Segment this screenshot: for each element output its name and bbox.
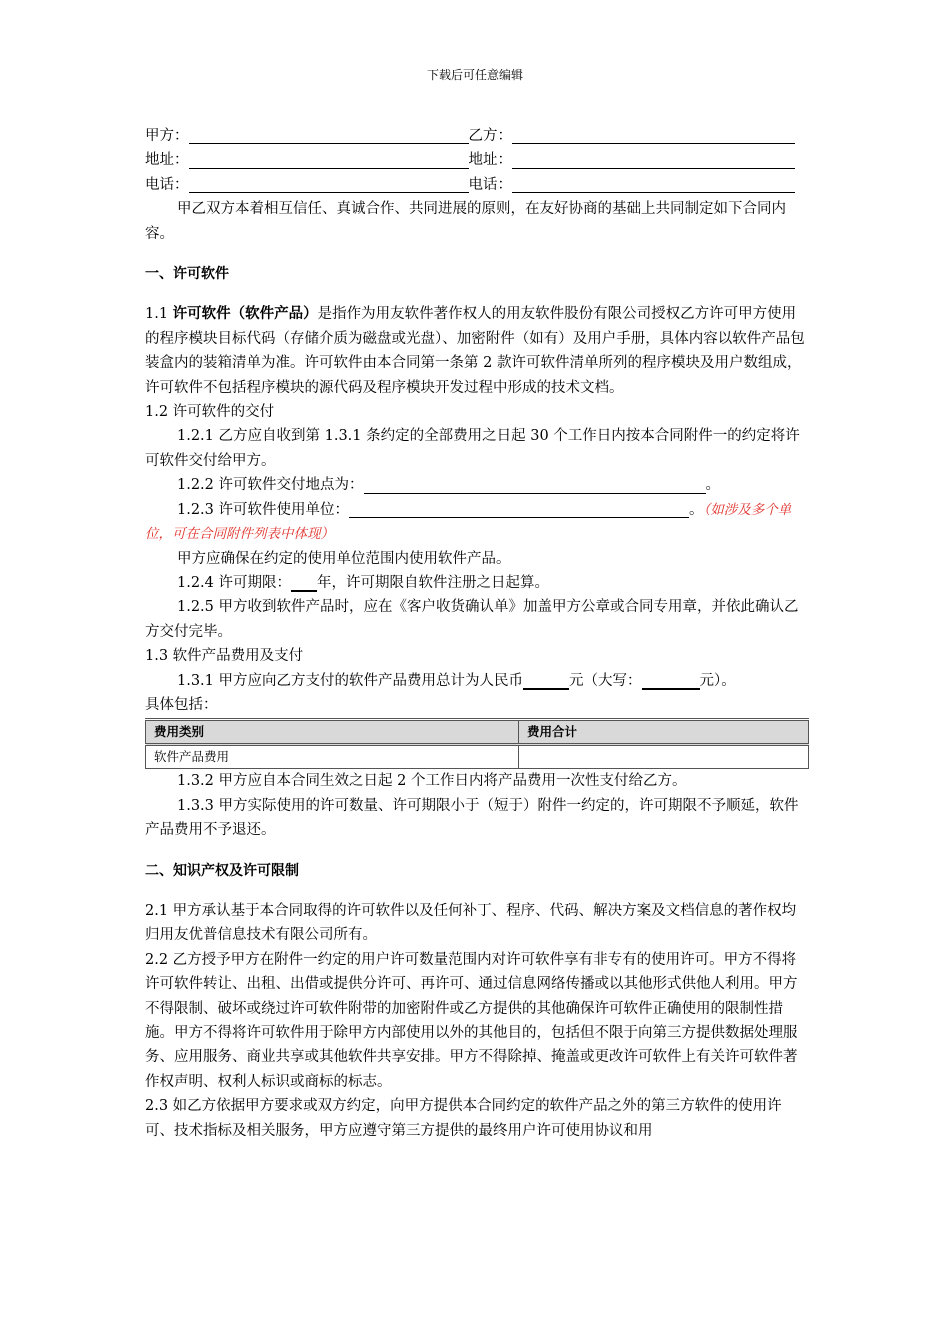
fee-table-cell-category: 软件产品费用 bbox=[146, 745, 519, 769]
clause-1-2-3 bbox=[145, 498, 810, 547]
clause-1-2-4 bbox=[145, 571, 810, 595]
party-a-phone-field[interactable] bbox=[189, 175, 469, 193]
delivery-location-field[interactable] bbox=[364, 476, 706, 494]
party-a-label: 甲方： bbox=[145, 128, 189, 144]
clause-1-2-5: 1.2.5 甲方收到软件产品时，应在《客户收货确认单》加盖甲方公章或合同专用章，并依此确认乙方交付完毕。 bbox=[145, 599, 799, 640]
party-a-phone-label: 电话： bbox=[145, 176, 189, 193]
clause-1-3-1-capital-label: 元（大写： bbox=[569, 672, 642, 689]
page-header: 下载后可任意编辑 bbox=[426, 68, 523, 82]
party-a-field[interactable] bbox=[189, 126, 469, 144]
user-unit-field[interactable] bbox=[349, 500, 689, 518]
fee-table-cell-total[interactable] bbox=[519, 745, 809, 769]
clause-1-2-3-continued: 甲方应确保在约定的使用单位范围内使用软件产品。 bbox=[177, 550, 511, 567]
fee-amount-field[interactable] bbox=[523, 671, 569, 690]
clause-1-3-3: 1.3.3 甲方实际使用的许可数量、许可期限小于（短于）附件一约定的，许可期限不予顺延，软件产品费用不予退还。 bbox=[145, 797, 799, 839]
party-b-address-label: 地址： bbox=[468, 152, 512, 169]
contract-body bbox=[145, 124, 810, 1143]
clause-1-3-1-includes: 具体包括： bbox=[145, 696, 218, 713]
table-row bbox=[146, 745, 809, 769]
party-b-label: 乙方： bbox=[468, 128, 512, 144]
section-2-title: 二、知识产权及许可限制 bbox=[145, 862, 299, 879]
party-row-2 bbox=[145, 148, 810, 172]
party-b-address-field[interactable] bbox=[512, 151, 795, 169]
clause-1-3-1-end: 元）。 bbox=[699, 672, 736, 689]
clause-1-1-number: 1.1 bbox=[145, 306, 173, 323]
clause-2-3: 2.3 如乙方依据甲方要求或双方约定，向甲方提供本合同约定的软件产品之外的第三方软件的使用许可、技术指标及相关服务，甲方应遵守第三方提供的最终用户许可使用协议和用 bbox=[145, 1098, 782, 1139]
clause-1-2-4-text: 年，许可期限自软件注册之日起算。 bbox=[317, 574, 550, 591]
party-b-field[interactable] bbox=[512, 126, 795, 144]
clause-1-2-3-end: 。 bbox=[689, 501, 704, 518]
clause-1-3: 1.3 软件产品费用及支付 bbox=[145, 648, 304, 665]
clause-1-3-1-label: 1.3.1 甲方应向乙方支付的软件产品费用总计为人民币 bbox=[177, 672, 524, 689]
clause-1-1 bbox=[145, 302, 810, 400]
party-row-1 bbox=[145, 124, 810, 148]
clause-1-1-text: 是指作为用友软件著作权人的用友软件股份有限公司授权乙方许可甲方使用的程序模块目标代码（存储介质为磁盘或光盘）、加密附件（如有）及用户手册，具体内容以软件产品包装盒内的装箱清单为准。许可软件由本合同第一条第 2 款许可软件清单所列的程序模块及用户数组成，许可软件不包括程序模块的源代码及程序模块开发过程中形成的技术文档。 bbox=[145, 306, 805, 396]
party-row-3 bbox=[145, 173, 810, 197]
clause-1-3-2: 1.3.2 甲方应自本合同生效之日起 2 个工作日内将产品费用一次性支付给乙方。 bbox=[177, 773, 687, 790]
fee-table-header bbox=[146, 720, 809, 745]
section-1-title: 一、许可软件 bbox=[145, 266, 229, 283]
clause-1-2-3-note: （如涉及多个单位，可在合同附件列表中体现） bbox=[145, 501, 792, 543]
clause-1-2: 1.2 许可软件的交付 bbox=[145, 404, 275, 421]
fee-table-header-category: 费用类别 bbox=[146, 720, 519, 745]
clause-1-2-3-label: 1.2.3 许可软件使用单位： bbox=[177, 501, 350, 518]
party-a-address-label: 地址： bbox=[145, 152, 189, 169]
clause-1-3-1 bbox=[145, 669, 810, 693]
clause-2-2: 2.2 乙方授予甲方在附件一约定的用户许可数量范围内对许可软件享有非专有的使用许可。甲方不得将许可软件转让、出租、出借或提供分许可、再许可、通过信息网络传播或以其他形式供他人利用。甲方不得限制、破坏或绕过许可软件附带的加密附件或乙方提供的其他确保许可软件正确使用的限制性措施。甲方不得将许可软件用于除甲方内部使用以外的其他目的，包括但不限于向第三方提供数据处理服务、应用服务、商业共享或其他软件共享安排。甲方不得除掉、掩盖或更改许可软件上有关许可软件著作权声明、权利人标识或商标的标志。 bbox=[145, 951, 798, 1090]
clause-1-2-1: 1.2.1 乙方应自收到第 1.3.1 条约定的全部费用之日起 30 个工作日内按本合同附件一的约定将许可软件交付给甲方。 bbox=[145, 428, 800, 469]
party-b-phone-label: 电话： bbox=[468, 176, 512, 193]
party-a-address-field[interactable] bbox=[189, 151, 469, 169]
fee-table-header-total: 费用合计 bbox=[519, 720, 809, 745]
intro-paragraph: 甲乙双方本着相互信任、真诚合作、共同进展的原则，在友好协商的基础上共同制定如下合同内容。 bbox=[145, 201, 786, 242]
clause-1-2-2-end: 。 bbox=[705, 477, 721, 494]
party-b-phone-field[interactable] bbox=[512, 175, 795, 193]
license-years-field[interactable] bbox=[291, 573, 317, 592]
clause-2-1: 2.1 甲方承认基于本合同取得的许可软件以及任何补丁、程序、代码、解决方案及文档信息的著作权均归用友优普信息技术有限公司所有。 bbox=[145, 902, 797, 944]
clause-1-2-2 bbox=[145, 473, 810, 497]
clause-1-1-term: 许可软件（软件产品） bbox=[172, 305, 318, 323]
fee-table bbox=[145, 718, 809, 769]
fee-amount-capital-field[interactable] bbox=[642, 671, 700, 690]
clause-1-2-2-label: 1.2.2 许可软件交付地点为： bbox=[177, 477, 364, 494]
clause-1-2-4-label: 1.2.4 许可期限： bbox=[177, 574, 292, 591]
